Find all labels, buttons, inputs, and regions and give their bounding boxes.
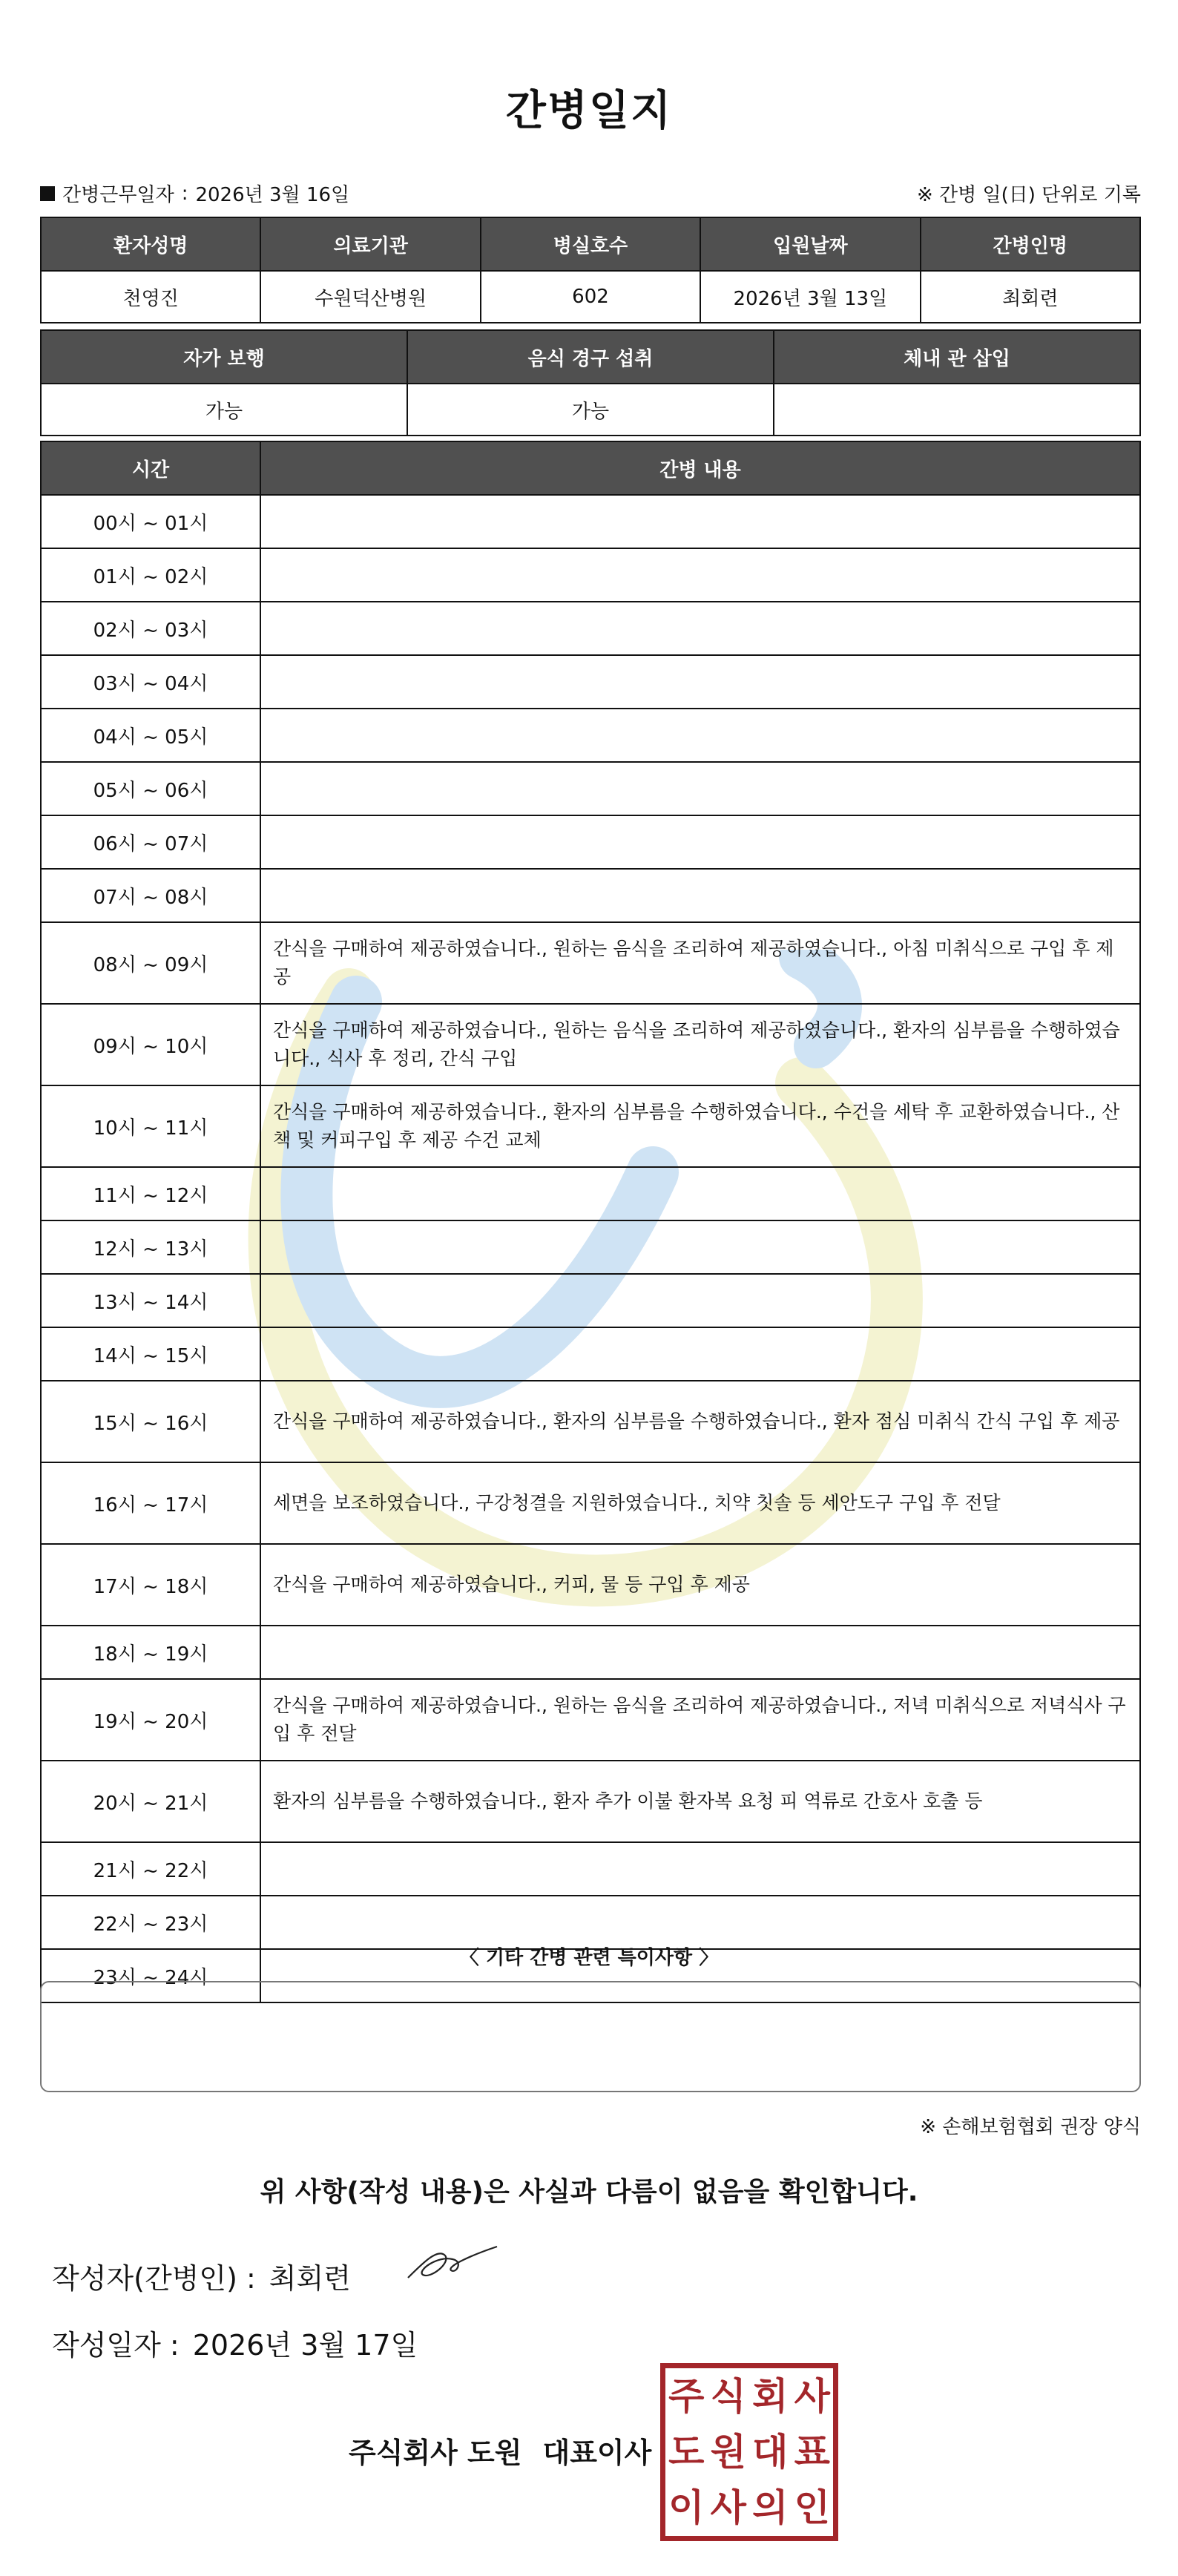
table-row xyxy=(41,1327,1140,1381)
care-content-cell: 세면을 보조하였습니다., 구강청결을 지원하였습니다., 치약 칫솔 등 세안도구 구입 후 전달 xyxy=(260,1462,1140,1544)
tube-insertion-value xyxy=(774,384,1140,436)
care-content-cell xyxy=(260,1896,1140,1949)
table-row xyxy=(41,1004,1140,1085)
table-row xyxy=(41,815,1140,869)
table-row xyxy=(41,1761,1140,1842)
table-row xyxy=(41,869,1140,922)
care-content-cell: 간식을 구매하여 제공하였습니다., 원하는 음식을 조리하여 제공하였습니다., 아침 미취식으로 구입 후 제공 xyxy=(260,922,1140,1004)
work-date-separator: : xyxy=(181,182,188,205)
written-date-value: 2026년 3월 17일 xyxy=(192,2329,418,2362)
company-title: 대표이사 xyxy=(542,2437,652,2469)
header-admission-date: 입원날짜 xyxy=(700,217,920,271)
seal-char: 의 xyxy=(752,2486,789,2530)
admission-date: 2026년 3월 13일 xyxy=(700,271,920,323)
company-line xyxy=(349,2430,651,2471)
care-content-cell xyxy=(260,762,1140,815)
time-cell: 20시 ~ 21시 xyxy=(41,1761,260,1842)
care-content-cell: 간식을 구매하여 제공하였습니다., 원하는 음식을 조리하여 제공하였습니다., 저녁 미취식으로 저녁식사 구입 후 전달 xyxy=(260,1679,1140,1761)
table-row xyxy=(41,495,1140,548)
care-content-cell xyxy=(260,709,1140,762)
time-cell: 10시 ~ 11시 xyxy=(41,1085,260,1167)
header-room: 병실호수 xyxy=(481,217,700,271)
record-unit-note: ※ 간병 일(日) 단위로 기록 xyxy=(916,184,1141,206)
remarks-box xyxy=(40,1981,1141,2092)
table-row xyxy=(41,1679,1140,1761)
written-date-label: 작성일자 : xyxy=(52,2329,180,2362)
table-row xyxy=(41,1274,1140,1327)
time-cell: 09시 ~ 10시 xyxy=(41,1004,260,1085)
care-content-cell xyxy=(260,1327,1140,1381)
time-cell: 23시 ~ 24시 xyxy=(41,1949,260,2002)
written-date-line xyxy=(52,2322,418,2363)
table-row xyxy=(41,1167,1140,1220)
seal-char: 원 xyxy=(710,2430,746,2474)
time-cell: 19시 ~ 20시 xyxy=(41,1679,260,1761)
header-time: 시간 xyxy=(41,441,260,495)
time-cell: 00시 ~ 01시 xyxy=(41,495,260,548)
care-content-cell xyxy=(260,1167,1140,1220)
self-walking-value: 가능 xyxy=(41,384,407,436)
table-row xyxy=(41,1842,1140,1896)
table-row xyxy=(41,1462,1140,1544)
table-row xyxy=(41,1544,1140,1626)
care-content-cell: 간식을 구매하여 제공하였습니다., 환자의 심부름을 수행하였습니다., 수건을 세탁 후 교환하였습니다., 산책 및 커피구입 후 제공 수건 교체 xyxy=(260,1085,1140,1167)
care-content-cell xyxy=(260,1274,1140,1327)
care-content-cell: 환자의 심부름을 수행하였습니다., 환자 추가 이불 환자복 요청 피 역류로 간호사 호출 등 xyxy=(260,1761,1140,1842)
time-cell: 16시 ~ 17시 xyxy=(41,1462,260,1544)
seal-char: 인 xyxy=(794,2486,830,2530)
hospital-name: 수원덕산병원 xyxy=(260,271,480,323)
work-date-label: 간병근무일자 xyxy=(62,184,174,206)
seal-char: 대 xyxy=(752,2430,789,2474)
care-content-cell xyxy=(260,602,1140,655)
care-log-table xyxy=(40,441,1141,2003)
header-caregiver: 간병인명 xyxy=(921,217,1140,271)
time-cell: 13시 ~ 14시 xyxy=(41,1274,260,1327)
seal-char: 표 xyxy=(794,2430,830,2474)
oral-intake-value: 가능 xyxy=(407,384,774,436)
header-oral-intake: 음식 경구 섭취 xyxy=(407,330,774,384)
time-cell: 12시 ~ 13시 xyxy=(41,1220,260,1274)
care-content-cell xyxy=(260,548,1140,602)
writer-line xyxy=(52,2255,351,2296)
patient-status-table xyxy=(40,329,1141,436)
work-date-value: 2026년 3월 16일 xyxy=(195,184,350,206)
time-cell: 17시 ~ 18시 xyxy=(41,1544,260,1626)
care-content-cell: 간식을 구매하여 제공하였습니다., 커피, 물 등 구입 후 제공 xyxy=(260,1544,1140,1626)
care-content-cell: 간식을 구매하여 제공하였습니다., 원하는 음식을 조리하여 제공하였습니다., 환자의 심부름을 수행하였습니다., 식사 후 정리, 간식 구입 xyxy=(260,1004,1140,1085)
table-row xyxy=(41,548,1140,602)
header-patient-name: 환자성명 xyxy=(41,217,260,271)
square-bullet-icon xyxy=(40,186,55,201)
time-cell: 08시 ~ 09시 xyxy=(41,922,260,1004)
time-cell: 01시 ~ 02시 xyxy=(41,548,260,602)
time-cell: 14시 ~ 15시 xyxy=(41,1327,260,1381)
time-cell: 21시 ~ 22시 xyxy=(41,1842,260,1896)
time-cell: 05시 ~ 06시 xyxy=(41,762,260,815)
table-row xyxy=(41,1381,1140,1462)
patient-info-table xyxy=(40,217,1141,323)
care-content-cell xyxy=(260,655,1140,709)
remarks-text xyxy=(42,1982,1139,2003)
time-cell: 04시 ~ 05시 xyxy=(41,709,260,762)
care-log-rows xyxy=(41,495,1140,2002)
time-cell: 02시 ~ 03시 xyxy=(41,602,260,655)
table-row xyxy=(41,1085,1140,1167)
company-name: 주식회사 도원 xyxy=(349,2437,522,2469)
patient-name: 천영진 xyxy=(41,271,260,323)
table-row xyxy=(41,1626,1140,1679)
care-content-cell xyxy=(260,495,1140,548)
caregiver-name: 최회련 xyxy=(921,271,1140,323)
table-row xyxy=(41,1220,1140,1274)
company-seal-icon xyxy=(660,2363,838,2541)
seal-char: 식 xyxy=(710,2374,746,2418)
care-content-cell xyxy=(260,869,1140,922)
care-content-cell xyxy=(260,815,1140,869)
signature-icon xyxy=(401,2233,504,2293)
page-title: 간병일지 xyxy=(505,87,673,135)
table-row xyxy=(41,762,1140,815)
remarks-title: 〈 기타 간병 관련 특이사항 〉 xyxy=(459,1947,719,1969)
header-self-walking: 자가 보행 xyxy=(41,330,407,384)
time-cell: 15시 ~ 16시 xyxy=(41,1381,260,1462)
time-cell: 07시 ~ 08시 xyxy=(41,869,260,922)
time-cell: 03시 ~ 04시 xyxy=(41,655,260,709)
seal-char: 회 xyxy=(752,2374,789,2418)
table-row xyxy=(41,655,1140,709)
table-row xyxy=(41,922,1140,1004)
header-tube-insertion: 체내 관 삽입 xyxy=(774,330,1140,384)
time-cell: 22시 ~ 23시 xyxy=(41,1896,260,1949)
time-cell: 18시 ~ 19시 xyxy=(41,1626,260,1679)
care-content-cell xyxy=(260,1842,1140,1896)
time-cell: 11시 ~ 12시 xyxy=(41,1167,260,1220)
seal-char: 사 xyxy=(710,2486,746,2530)
writer-name: 최회련 xyxy=(269,2262,351,2295)
confirmation-statement: 위 사항(작성 내용)은 사실과 다름이 없음을 확인합니다. xyxy=(260,2177,918,2207)
writer-label: 작성자(간병인) : xyxy=(52,2262,256,2295)
seal-char: 이 xyxy=(668,2486,705,2530)
seal-char: 주 xyxy=(668,2374,705,2418)
room-number: 602 xyxy=(481,271,700,323)
time-cell: 06시 ~ 07시 xyxy=(41,815,260,869)
care-content-cell xyxy=(260,1626,1140,1679)
care-content-cell: 간식을 구매하여 제공하였습니다., 환자의 심부름을 수행하였습니다., 환자 점심 미취식 간식 구입 후 제공 xyxy=(260,1381,1140,1462)
table-row xyxy=(41,709,1140,762)
header-hospital: 의료기관 xyxy=(260,217,480,271)
form-note: ※ 손해보험협회 권장 양식 xyxy=(920,2116,1141,2138)
header-care-content: 간병 내용 xyxy=(260,441,1140,495)
table-row xyxy=(41,602,1140,655)
care-content-cell xyxy=(260,1220,1140,1274)
table-row xyxy=(41,1896,1140,1949)
seal-char: 도 xyxy=(668,2430,705,2474)
work-date xyxy=(40,180,349,207)
seal-char: 사 xyxy=(794,2374,830,2418)
